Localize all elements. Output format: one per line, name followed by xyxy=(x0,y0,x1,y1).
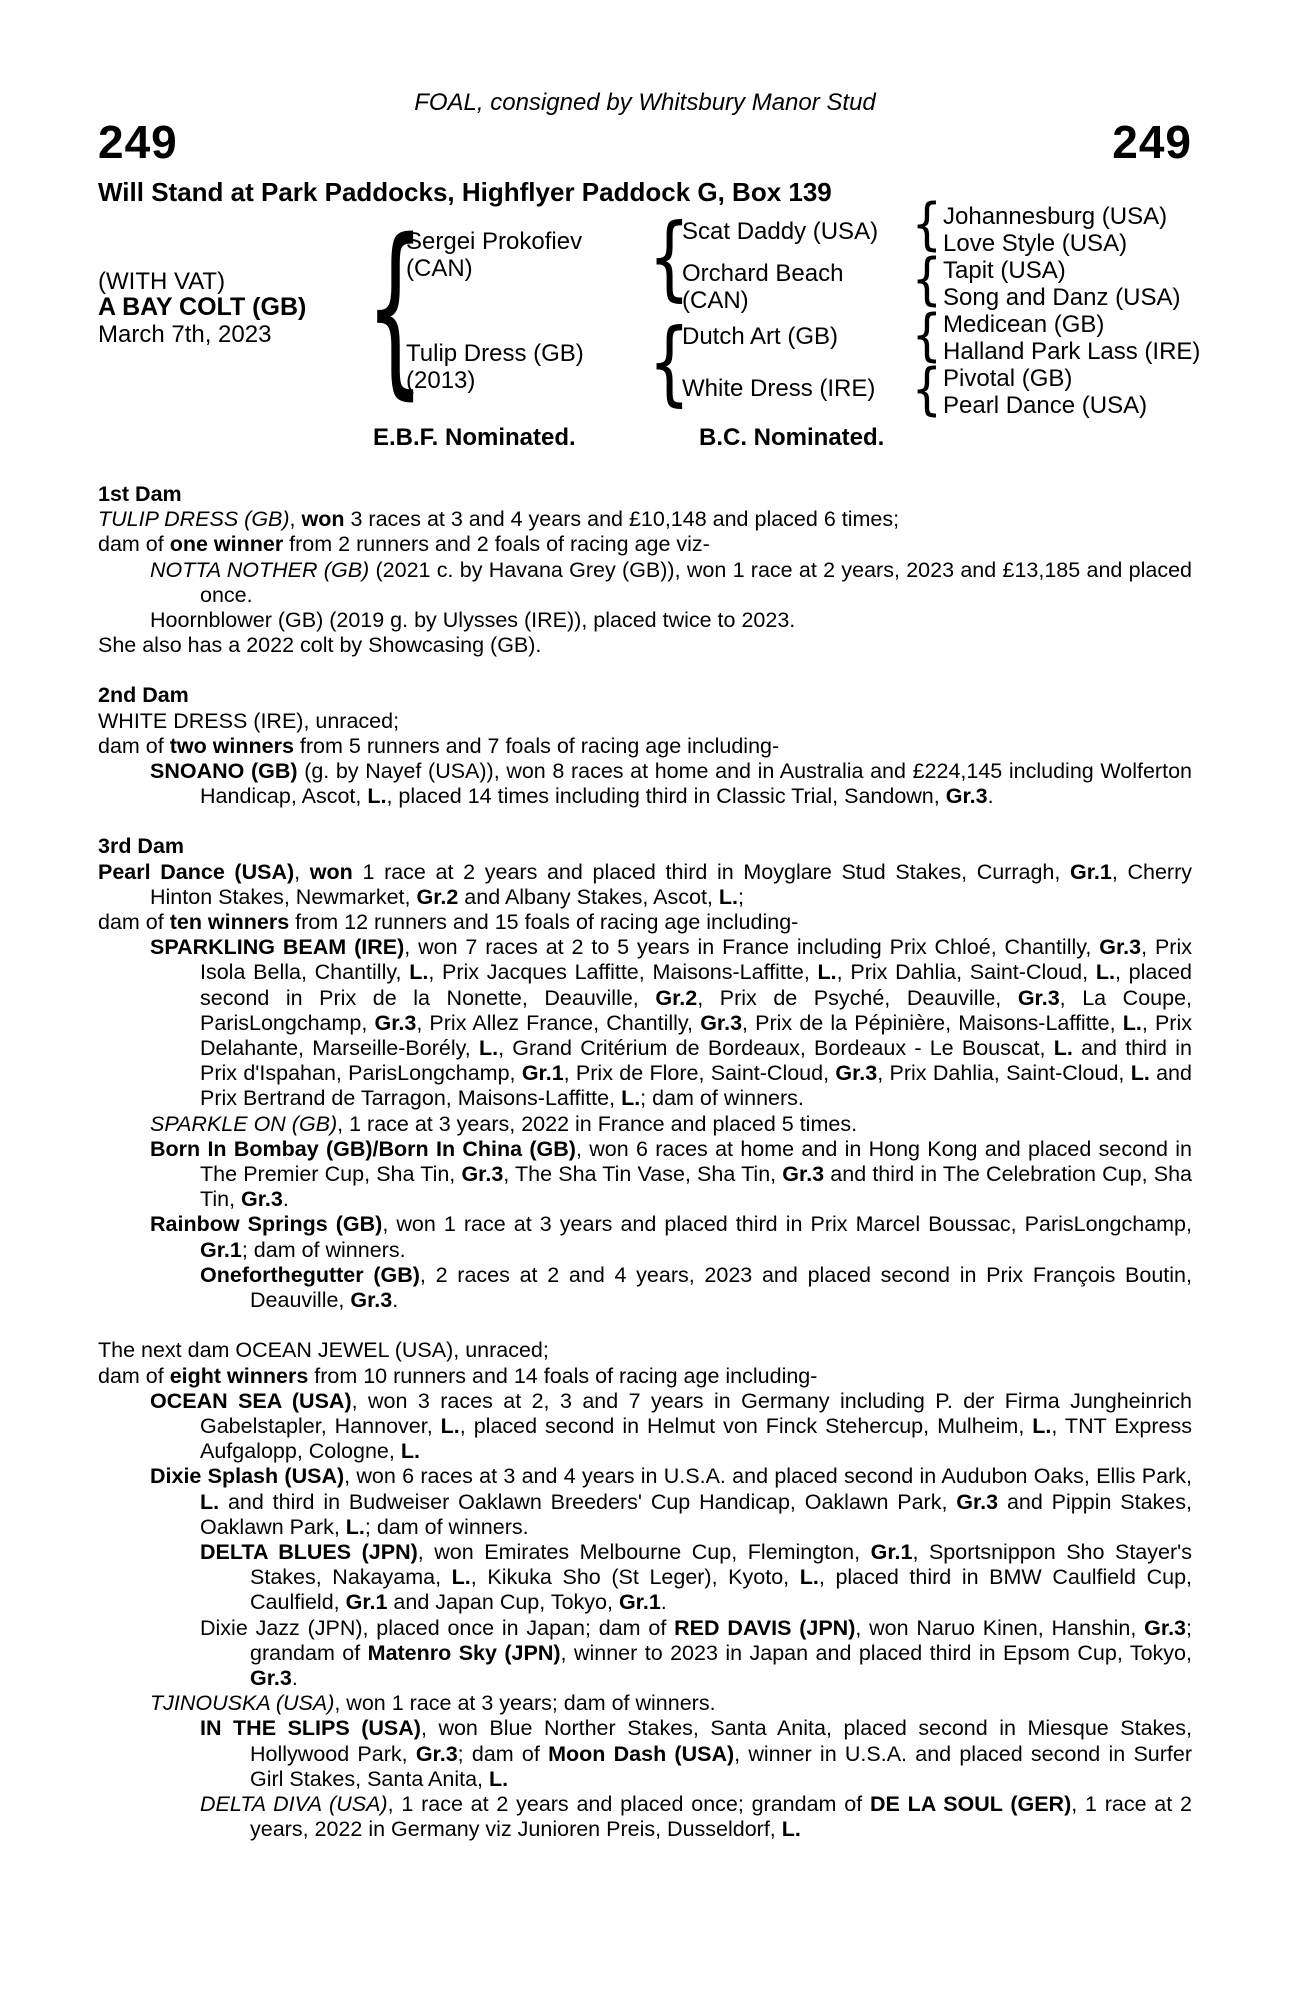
text-segment: SPARKLING BEAM (IRE) xyxy=(150,935,405,960)
text-segment: L. xyxy=(489,1766,509,1791)
text-segment: and third in Budweiser Oaklawn Breeders' Cup Handicap, Oaklawn Park, xyxy=(219,1489,957,1514)
text-segment: L. xyxy=(817,960,837,985)
catalogue-paragraph xyxy=(98,734,1192,759)
sire-sire-name: Scat Daddy (USA) xyxy=(682,218,879,245)
text-segment: , TNT Express Aufgalopp, Cologne, xyxy=(200,1413,1192,1464)
gen3-name: Pivotal (GB) xyxy=(943,365,1073,392)
text-segment: , 1 race at 3 years, 2022 in France and placed 5 times. xyxy=(337,1111,858,1136)
text-segment: , won 3 races at 2, 3 and 7 years in Germany including P. der Firma Jungheinrich Gabelstapler, Hannover, xyxy=(200,1388,1192,1438)
text-segment: , Cherry Hinton Stakes, Newmarket, xyxy=(150,859,1192,909)
text-segment: SPARKLE ON (GB) xyxy=(150,1111,338,1136)
text-segment: L. xyxy=(200,1489,220,1514)
dam-section xyxy=(98,834,1192,1313)
text-segment: Gr.3 xyxy=(241,1187,283,1212)
dam-sire-name: Dutch Art (GB) xyxy=(682,323,839,350)
text-segment: TJINOUSKA (USA) xyxy=(150,1691,335,1716)
text-segment: , winner in U.S.A. and placed second in Surfer Girl Stakes, Santa Anita, xyxy=(250,1741,1192,1791)
text-segment: and third in Prix d'Ispahan, ParisLongchamp, xyxy=(200,1036,1192,1086)
dam-section xyxy=(98,1338,1192,1842)
text-segment: and Japan Cup, Tokyo, xyxy=(387,1590,619,1615)
catalogue-paragraph xyxy=(98,532,1192,557)
catalogue-paragraph xyxy=(98,860,1192,910)
text-segment: Moon Dash (USA) xyxy=(548,1741,735,1766)
text-segment: Gr.3 xyxy=(945,784,988,809)
text-segment: , won Emirates Melbourne Cup, Flemington, xyxy=(417,1539,871,1564)
catalogue-paragraph xyxy=(98,1792,1192,1842)
text-segment: , Prix Allez France, Chantilly, xyxy=(416,1010,701,1035)
sire-dam-line1: Orchard Beach xyxy=(682,260,844,287)
text-segment: SNOANO (GB) xyxy=(150,759,298,784)
pedigree-brace-icon xyxy=(654,320,684,405)
catalogue-paragraph xyxy=(98,1263,1192,1313)
text-segment: Pearl Dance (USA) xyxy=(98,859,295,884)
sire-dam-name xyxy=(682,260,843,314)
catalogue-paragraph xyxy=(98,1338,1192,1363)
text-segment: . xyxy=(282,1187,289,1212)
gen3-name: Tapit (USA) xyxy=(943,257,1066,284)
catalogue-paragraph xyxy=(98,1540,1192,1616)
gen3-name: Johannesburg (USA) xyxy=(943,203,1168,230)
text-segment: 1 race at 2 years and placed third in Moyglare Stud Stakes, Curragh, xyxy=(352,859,1070,884)
catalogue-paragraph xyxy=(98,1691,1192,1716)
catalogue-paragraph xyxy=(98,633,1192,658)
text-segment: L. xyxy=(1122,1010,1142,1035)
text-segment: and Prix Bertrand de Tarragon, Maisons-Laffitte, xyxy=(200,1061,1192,1111)
text-segment: Gr.2 xyxy=(655,985,698,1010)
text-segment: L. xyxy=(1130,1061,1150,1086)
lot-number-right: 249 xyxy=(1112,116,1192,168)
pedigree-brace-icon xyxy=(916,310,938,362)
text-segment: won xyxy=(309,859,353,884)
catalogue-paragraph xyxy=(98,1716,1192,1792)
text-segment: , won Naruo Kinen, Hanshin, xyxy=(855,1615,1145,1640)
text-segment: Gr.3 xyxy=(415,1741,458,1766)
text-segment: 3 races at 3 and 4 years and £10,148 and placed 6 times; xyxy=(344,507,900,532)
text-segment: Hoornblower (GB) (2019 g. by Ulysses (IRE)), placed twice to 2023. xyxy=(150,608,796,633)
catalogue-paragraph xyxy=(98,558,1192,608)
section-heading: 1st Dam xyxy=(98,482,182,506)
bc-nominated-note: B.C. Nominated. xyxy=(699,424,885,451)
text-segment: DE LA SOUL (GER) xyxy=(869,1791,1072,1816)
text-segment: L. xyxy=(400,1439,420,1464)
text-segment: one winner xyxy=(169,532,284,557)
lot-number-row xyxy=(98,116,1192,168)
text-segment: L. xyxy=(799,1565,819,1590)
text-segment: L. xyxy=(718,884,738,909)
text-segment: ten winners xyxy=(169,910,290,935)
text-segment: Gr.3 xyxy=(782,1162,825,1187)
text-segment: , placed second in Helmut von Finck Stehercup, Mulheim, xyxy=(459,1413,1033,1438)
text-segment: . xyxy=(392,1288,399,1313)
text-segment: L. xyxy=(440,1413,460,1438)
text-segment: . xyxy=(660,1590,667,1615)
text-segment: , Kikuka Sho (St Leger), Kyoto, xyxy=(470,1565,800,1590)
text-segment: , Prix Isola Bella, Chantilly, xyxy=(200,935,1192,985)
ebf-nominated-note: E.B.F. Nominated. xyxy=(373,424,576,451)
dam-section xyxy=(98,482,1192,658)
text-segment: L. xyxy=(1032,1413,1052,1438)
text-segment: from 5 runners and 7 foals of racing age including- xyxy=(293,733,780,758)
text-segment: , won 6 races at home and in Hong Kong and placed second in The Premier Cup, Sha Tin, xyxy=(200,1136,1192,1187)
text-segment: . xyxy=(987,784,994,809)
text-segment: from 10 runners and 14 foals of racing age including- xyxy=(308,1363,818,1388)
catalogue-paragraph xyxy=(98,1112,1192,1137)
text-segment: , 1 race at 2 years, 2022 in Germany viz Junioren Preis, Dusseldorf, xyxy=(250,1791,1192,1842)
text-segment: The next dam OCEAN JEWEL (USA), unraced; xyxy=(98,1338,549,1363)
text-segment: L. xyxy=(409,960,429,985)
text-segment: , Prix Dahlia, Saint-Cloud, xyxy=(836,960,1096,985)
text-segment: , won Blue Norther Stakes, Santa Anita, placed second in Miesque Stakes, Hollywood Park, xyxy=(250,1716,1192,1766)
catalogue-paragraph xyxy=(98,1212,1192,1262)
text-segment: , Prix de Psyché, Deauville, xyxy=(697,985,1018,1010)
sire-name-line1: Sergei Prokofiev xyxy=(406,228,583,255)
text-segment: Oneforthegutter (GB) xyxy=(200,1262,420,1287)
dam-section xyxy=(98,683,1192,809)
text-segment: Gr.3 xyxy=(374,1010,417,1035)
foal-date: March 7th, 2023 xyxy=(98,321,272,348)
text-segment: L. xyxy=(478,1036,499,1061)
text-segment: dam of xyxy=(98,532,170,557)
text-segment: DELTA DIVA (USA) xyxy=(200,1791,388,1816)
text-segment: Gr.3 xyxy=(1099,935,1142,960)
text-segment: Gr.2 xyxy=(416,884,459,909)
text-segment: , placed second in Prix de la Nonette, Deauville, xyxy=(200,960,1192,1010)
text-segment: Born In Bombay (GB)/Born In China (GB) xyxy=(150,1136,576,1161)
text-segment: Dixie Jazz (JPN), placed once in Japan; dam of xyxy=(200,1615,675,1640)
text-segment: OCEAN SEA (USA) xyxy=(150,1388,352,1413)
text-segment: , won 1 race at 3 years; dam of winners. xyxy=(334,1691,716,1716)
section-heading: 3rd Dam xyxy=(98,834,185,859)
catalogue-paragraph xyxy=(98,1364,1192,1389)
text-segment: L. xyxy=(1095,960,1115,985)
text-segment: (g. by Nayef (USA)), won 8 races at home and in Australia and £224,145 including Wolferton Handicap, Ascot, xyxy=(200,759,1192,809)
gen3-name: Medicean (GB) xyxy=(943,311,1105,338)
text-segment: L. xyxy=(781,1817,801,1842)
text-segment: TULIP DRESS (GB) xyxy=(98,507,290,532)
text-segment: Gr.1 xyxy=(200,1237,242,1262)
catalogue-paragraph xyxy=(98,709,1192,734)
text-segment: Gr.3 xyxy=(350,1288,393,1313)
text-segment: , La Coupe, ParisLongchamp, xyxy=(200,985,1192,1035)
text-segment: ; xyxy=(737,884,744,909)
text-segment: , won 7 races at 2 to 5 years in France including Prix Chloé, Chantilly, xyxy=(404,935,1100,960)
text-segment: Gr.3 xyxy=(250,1665,292,1690)
text-segment: NOTTA NOTHER (GB) xyxy=(150,557,370,582)
text-segment: , Sportsnippon Sho Stayer's Stakes, Nakayama, xyxy=(250,1539,1192,1590)
text-segment: ; grandam of xyxy=(250,1615,1192,1665)
text-segment: Gr.1 xyxy=(1070,859,1112,884)
text-segment: and Pippin Stakes, Oaklawn Park, xyxy=(200,1489,1192,1539)
text-segment: and third in The Celebration Cup, Sha Tin, xyxy=(200,1162,1192,1212)
text-segment: Rainbow Springs (GB) xyxy=(150,1212,383,1237)
text-segment: Gr.1 xyxy=(345,1590,388,1615)
catalogue-paragraph xyxy=(98,910,1192,935)
nominations-row xyxy=(98,424,1192,452)
text-segment: (2021 c. by Havana Grey (GB)), won 1 race at 2 years, 2023 and £13,185 and placed once. xyxy=(200,557,1192,607)
text-segment: , 1 race at 2 years and placed once; grandam of xyxy=(387,1791,870,1816)
text-segment: L. xyxy=(621,1086,641,1111)
lot-number-left: 249 xyxy=(98,116,178,168)
catalogue-paragraph xyxy=(98,1464,1192,1540)
text-segment: IN THE SLIPS (USA) xyxy=(200,1716,421,1741)
text-segment: , xyxy=(294,859,310,884)
text-segment: dam of xyxy=(98,733,170,758)
text-segment: ; dam of winners. xyxy=(241,1237,406,1262)
text-segment: , winner to 2023 in Japan and placed third in Epsom Cup, Tokyo, xyxy=(560,1640,1192,1665)
text-segment: RED DAVIS (JPN) xyxy=(674,1615,856,1640)
text-segment: Gr.3 xyxy=(1144,1615,1187,1640)
text-segment: L. xyxy=(1053,1036,1073,1061)
text-segment: L. xyxy=(367,784,387,809)
pedigree-brace-icon xyxy=(916,255,938,305)
text-segment: Dixie Splash (USA) xyxy=(150,1464,345,1489)
dam-sections xyxy=(98,482,1192,1842)
catalogue-paragraph xyxy=(98,935,1192,1111)
text-segment: , The Sha Tin Vase, Sha Tin, xyxy=(503,1162,783,1187)
catalogue-paragraph xyxy=(98,507,1192,532)
dam-dam-name: White Dress (IRE) xyxy=(682,375,876,402)
text-segment: , placed 14 times including third in Classic Trial, Sandown, xyxy=(386,784,946,809)
pedigree-table xyxy=(98,203,1201,422)
gen3-name: Song and Danz (USA) xyxy=(943,284,1181,311)
catalogue-paragraph xyxy=(98,1137,1192,1213)
sire-dam-line2: (CAN) xyxy=(682,287,749,314)
text-segment: from 2 runners and 2 foals of racing age viz- xyxy=(283,532,710,557)
text-segment: , Prix Jacques Laffitte, Maisons-Laffitte, xyxy=(428,960,818,985)
pedigree-brace-icon xyxy=(654,215,684,300)
text-segment: WHITE DRESS (IRE), unraced; xyxy=(98,708,400,733)
gen3-name: Pearl Dance (USA) xyxy=(943,392,1148,419)
text-segment: two winners xyxy=(169,733,294,758)
text-segment: and Albany Stakes, Ascot, xyxy=(458,884,719,909)
text-segment: ; dam of winners. xyxy=(640,1086,804,1111)
text-segment: DELTA BLUES (JPN) xyxy=(200,1539,418,1564)
text-segment: Gr.3 xyxy=(1017,985,1060,1010)
text-segment: , Prix de Flore, Saint-Cloud, xyxy=(563,1061,836,1086)
text-segment: Gr.1 xyxy=(618,1590,661,1615)
text-segment: Matenro Sky (JPN) xyxy=(367,1640,561,1665)
sire-name-line2: (CAN) xyxy=(406,255,473,282)
text-segment: , Grand Critérium de Bordeaux, Bordeaux - Le Bouscat, xyxy=(498,1036,1054,1061)
text-segment: , won 1 race at 3 years and placed third in Prix Marcel Boussac, ParisLongchamp, xyxy=(382,1212,1192,1237)
catalogue-paragraph xyxy=(98,608,1192,633)
text-segment: , placed third in BMW Caulfield Cup, Caulfield, xyxy=(250,1565,1193,1615)
text-segment: . xyxy=(291,1665,298,1690)
gen3-name: Halland Park Lass (IRE) xyxy=(943,338,1201,365)
text-segment: eight winners xyxy=(169,1363,309,1388)
text-segment: from 12 runners and 15 foals of racing age including- xyxy=(289,910,799,935)
text-segment: , xyxy=(289,507,302,532)
consignor-line: FOAL, consigned by Whitsbury Manor Stud xyxy=(414,89,876,116)
gen3-name: Love Style (USA) xyxy=(943,230,1128,257)
text-segment: , Prix de la Pépinière, Maisons-Laffitte, xyxy=(742,1010,1123,1035)
dam-name xyxy=(406,340,584,394)
section-heading: 2nd Dam xyxy=(98,683,189,708)
text-segment: She also has a 2022 colt by Showcasing (GB). xyxy=(98,633,542,658)
text-segment: dam of xyxy=(98,1363,170,1388)
text-segment: L. xyxy=(345,1514,365,1539)
text-segment: dam of xyxy=(98,910,170,935)
catalogue-paragraph xyxy=(98,759,1192,809)
subject-name: A BAY COLT (GB) xyxy=(98,293,307,321)
text-segment: ; dam of xyxy=(457,1741,549,1766)
text-segment: , Prix Delahante, Marseille-Borély, xyxy=(200,1010,1192,1061)
text-segment: Gr.3 xyxy=(835,1061,878,1086)
text-segment: , Prix Dahlia, Saint-Cloud, xyxy=(877,1061,1131,1086)
pedigree-brace-icon xyxy=(916,365,938,415)
dam-name-line2: (2013) xyxy=(406,367,476,394)
dam-name-line1: Tulip Dress (GB) xyxy=(406,340,584,367)
catalogue-paragraph xyxy=(98,1616,1192,1692)
text-segment: Gr.3 xyxy=(956,1489,999,1514)
text-segment: , won 6 races at 3 and 4 years in U.S.A. and placed second in Audubon Oaks, Ellis Park, xyxy=(344,1464,1192,1489)
catalogue-paragraph xyxy=(98,1389,1192,1465)
vat-note: (WITH VAT) xyxy=(98,268,226,295)
text-segment: Gr.1 xyxy=(870,1539,913,1564)
stand-location-line: Will Stand at Park Paddocks, Highflyer Paddock G, Box 139 xyxy=(98,177,832,207)
text-segment: , 2 races at 2 and 4 years, 2023 and placed second in Prix François Boutin, Deauville, xyxy=(250,1262,1192,1313)
text-segment: ; dam of winners. xyxy=(364,1514,529,1539)
sire-name xyxy=(406,228,582,282)
text-segment: Gr.3 xyxy=(461,1162,504,1187)
text-segment: Gr.1 xyxy=(521,1061,564,1086)
text-segment: Gr.3 xyxy=(700,1010,743,1035)
text-segment: won xyxy=(301,507,345,532)
text-segment: L. xyxy=(451,1565,471,1590)
